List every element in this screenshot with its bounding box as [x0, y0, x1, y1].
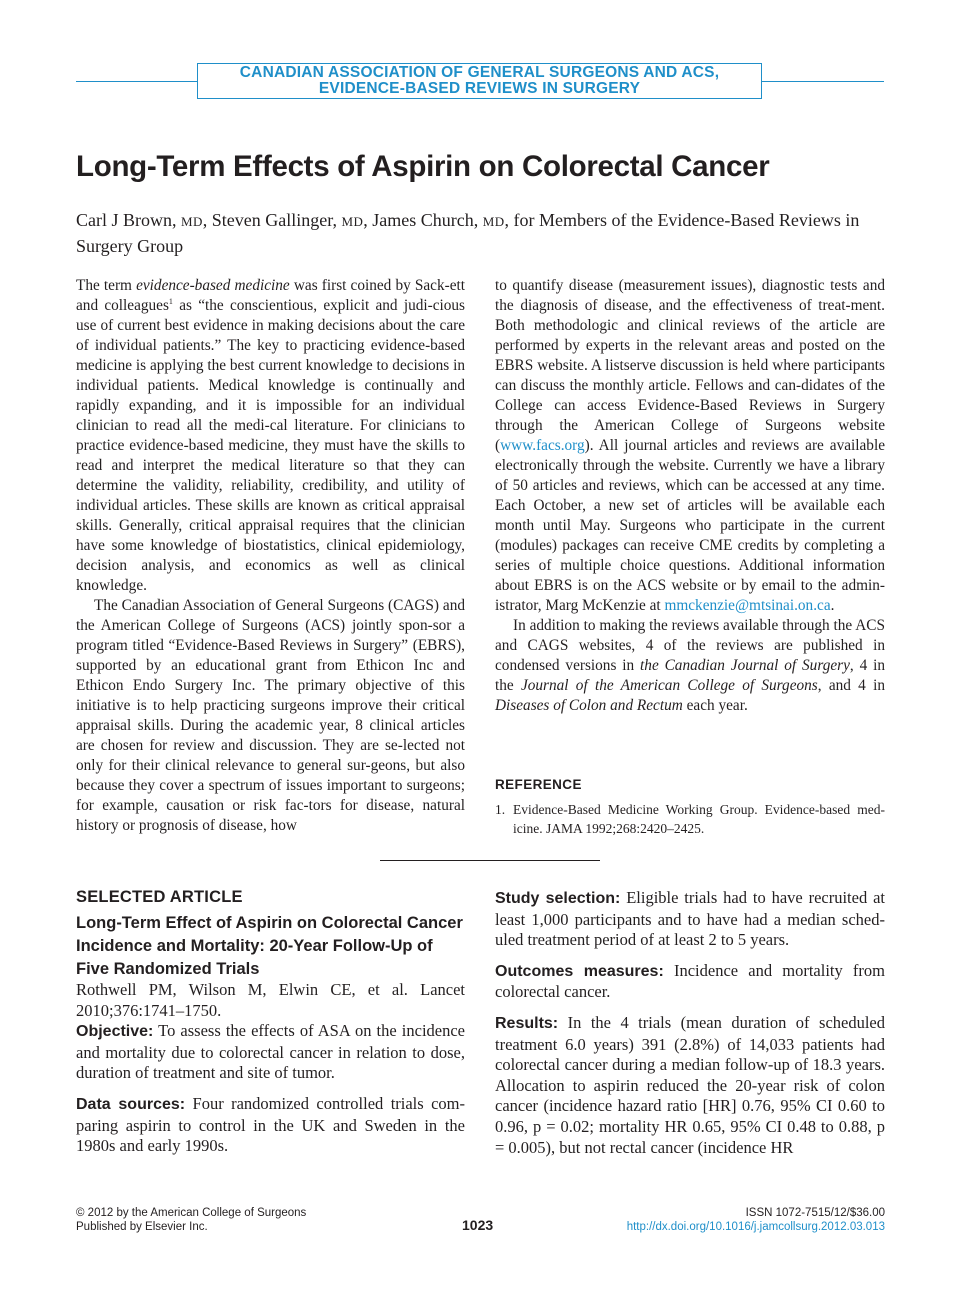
- banner-rule-left: [76, 81, 198, 82]
- reference-heading: REFERENCE: [495, 777, 582, 792]
- data-sources-label: Data sources:: [76, 1095, 186, 1113]
- banner-line-2: EVIDENCE-BASED REVIEWS IN SURGERY: [318, 80, 641, 97]
- outcomes-label: Outcomes measures:: [495, 962, 664, 980]
- study-selection-label: Study selection:: [495, 890, 621, 907]
- banner-rule-right: [762, 81, 884, 82]
- author-degree: MD: [181, 214, 203, 229]
- author-name: , Steven Gallinger,: [202, 210, 342, 230]
- abstract-data-sources: Data sources: Four randomized controlled trials com-paring aspirin to control in the UK and Sweden in the 1980s and early 1990s.: [76, 1093, 465, 1156]
- administrator-email-link[interactable]: mmckenzie@mtsinai.on.ca: [664, 597, 831, 614]
- selected-article-label: SELECTED ARTICLE: [76, 888, 243, 906]
- abstract-results: Results: In the 4 trials (mean duration of scheduled treatment 6.0 years) 391 (2.8%) of 14,033 patients had colorectal cancer during a median follow-up of 18.3 years. Allocation to aspirin reduced the 20-year risk of colon cancer (incidence hazard ratio [HR] 0.76, 95% CI 0.60 to 0.96, p = 0.02; mortality HR 0.65, 95% CI 0.48 to 0.88, p = 0.005), but not rectal cancer (incidence HR: [495, 1012, 885, 1157]
- body-paragraph: In addition to making the reviews available through the ACS and CAGS websites, 4 of the reviews are published in condensed versions in the Canadian Journal of Surgery, 4 in the Journal of the American College of Surgeons, and 4 in Diseases of Colon and Rectum each year.: [495, 617, 885, 714]
- abstract-column-left: [76, 980, 465, 1167]
- journal-name: Diseases of Colon and Rectum: [495, 697, 683, 714]
- selected-article-title: Long-Term Effect of Aspirin on Colorectal Cancer Incidence and Mortality: 20-Year Follow-Up of Five Randomized Trials: [76, 914, 463, 978]
- footer-left: [76, 1206, 306, 1234]
- body-column-right: [495, 276, 885, 716]
- body-paragraph: The Canadian Association of General Surgeons (CAGS) and the American College of Surgeons (ACS) jointly spon-sor a program titled “Evidence-Based Reviews in Surgery” (EBRS), supported by an educational grant from Ethicon Inc and Ethicon Endo Surgery Inc. The primary objective of this initiative is to help practicing surgeons improve their critical appraisal skills. During the academic year, 8 clinical articles are chosen for review and discussion. They are se-lected not only for their clinical relevance to general sur-geons, but also because they cover a spectrum of issues important to surgeons; for example, causation or risk fac-tors for disease, natural history or prognosis of disease, how: [76, 597, 465, 834]
- author-list: [76, 208, 886, 258]
- author-degree: MD: [341, 214, 364, 229]
- author-group: , for Members of the Evidence-Based Reviews in Surgery Group: [76, 210, 860, 256]
- banner-line-1: CANADIAN ASSOCIATION OF GENERAL SURGEONS AND ACS,: [239, 64, 720, 81]
- journal-name: the Canadian Journal of Surgery: [640, 657, 850, 674]
- footer-right: [560, 1206, 885, 1234]
- page-number: 1023: [462, 1217, 494, 1233]
- body-column-left: [76, 276, 465, 836]
- journal-name: Journal of the American College of Surgeons: [520, 677, 818, 694]
- abstract-column-right: [495, 888, 885, 1168]
- facs-website-link[interactable]: www.facs.org: [500, 437, 585, 454]
- selected-article-citation: Rothwell PM, Wilson M, Elwin CE, et al. Lancet 2010;376:1741–1750.: [76, 980, 465, 1020]
- body-paragraph: to quantify disease (measurement issues), diagnostic tests and the diagnosis of disease, and the effectiveness of treat-ment. Both methodologic and clinical reviews of the article are performed by experts in the relevant areas and posted on the EBRS website. A listserve discussion is held where participants can discuss the monthly article. Fellows and can-didates of the College can access Evidence-Based Reviews in Surgery through the American College of Surgeons website (www.facs.org). All journal articles and reviews are available electronically through the website. Currently we have a library of 50 articles and reviews, which can be accessed at any time. Each October, a new set of articles will be available each month until May. Surgeons who participate in the current (modules) packages can receive CME credits by completing a series of multiple choice questions. Additional information about EBRS is on the ACS website or by email to the admin-istrator, Marg McKenzie at mmckenzie@mtsinai.on.ca.: [495, 277, 885, 614]
- results-label: Results:: [495, 1014, 559, 1032]
- emphasis-term: evidence-based medicine: [136, 277, 290, 294]
- section-divider: [380, 860, 600, 861]
- body-paragraph: The term evidence-based medicine was first coined by Sack-ett and colleagues$^1$ as “the conscientious, explicit and judi-cious use of current best evidence in making decisions about the care of individual patients.” The key to practicing evidence-based medicine is applying the best current knowledge to decisions in individual patients. Medical knowledge is continually and rapidly expanding, and it is impossible for an individual clinician to read all the medi-cal literature. For clinicians to practice evidence-based medicine, they must have the skills to read and interpret the medical literature so that they can determine the validity, reliability, credibility, and utility of individual articles. These skills are known as critical appraisal skills. Generally, critical appraisal requires that the clinician have some knowledge of biostatistics, clinical epidemiology, decision analysis, and economics as well as clinical knowledge.: [76, 277, 466, 594]
- abstract-study-selection: Study selection: Eligible trials had to have recruited at least 1,000 participants and to have had a median sched-uled treatment period of at least 2 to 5 years.: [495, 888, 885, 950]
- objective-label: Objective:: [76, 1023, 154, 1041]
- reference-item: [495, 800, 885, 838]
- author-degree: MD: [482, 214, 505, 229]
- publisher-text: Published by Elsevier Inc.: [76, 1221, 208, 1233]
- abstract-objective: Objective: To assess the effects of ASA on the incidence and mortality due to colorectal cancer in relation to dose, duration of treatment and site of tumor.: [76, 1021, 465, 1083]
- reference-text: Evidence-Based Medicine Working Group. Evidence-based med-icine. JAMA 1992;268:2420–2425.: [513, 802, 885, 836]
- journal-section-banner: [197, 63, 762, 99]
- reference-number: 1.: [495, 802, 506, 817]
- author-name: , James Church,: [363, 210, 483, 230]
- article-title: Long-Term Effects of Aspirin on Colorectal Cancer: [76, 150, 770, 183]
- abstract-outcomes: Outcomes measures: Incidence and mortality from colorectal cancer.: [495, 960, 886, 1002]
- copyright-text: © 2012 by the American College of Surgeons: [76, 1207, 307, 1219]
- issn-text: ISSN 1072-7515/12/$36.00: [745, 1207, 885, 1219]
- doi-link[interactable]: http://dx.doi.org/10.1016/j.jamcollsurg.2012.03.013: [626, 1221, 885, 1233]
- author-name: Carl J Brown,: [76, 210, 181, 230]
- citation-superscript[interactable]: 1: [168, 296, 173, 306]
